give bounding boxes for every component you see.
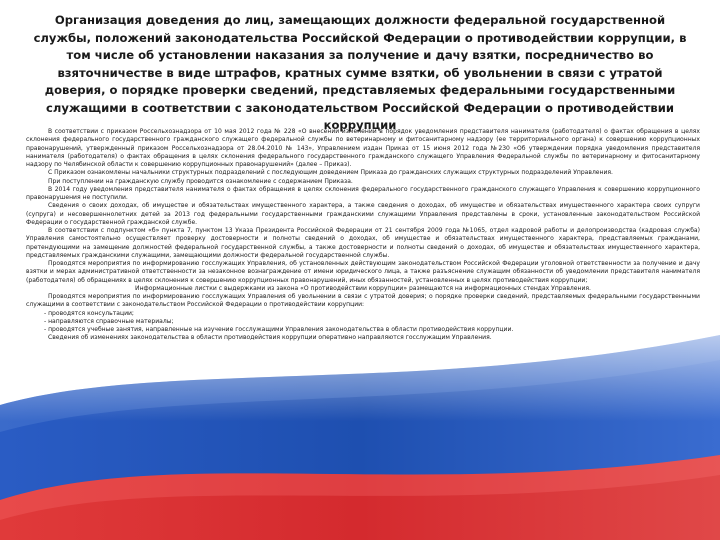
list-item: - направляются справочные материалы;: [44, 317, 174, 325]
paragraph-dismissal-info: Проводятся мероприятия по информированию госслужащих Управления об увольнении в связи с утратой доверия; о порядке проверки сведений, представляемых федеральными государственными служащими в соответствии с законодательством Российской Федерации о противодействии коррупции:: [26, 293, 700, 309]
list-item: - проводятся учебные занятия, направленные на изучение госслужащими Управления законодательства в области противодействия коррупции.: [44, 326, 514, 333]
paragraph-income-reports: Сведения о своих доходах, об имуществе и обязательствах имущественного характера, а также сведения о доходах, об имуществе и обязательствах имущественного характера своих супруги (супруга) и несовершеннолетних детей за 2013 год федеральными государственными гражданскими служащими Управления представлены в сроки, установленные законодательством Российской Федерации о государственной гражданской службе.: [26, 202, 700, 226]
slide-body-text: [26, 128, 700, 343]
slide-title: Организация доведения до лиц, замещающих должности федеральной государственной службы, положений законодательства Российской Федерации о противодействии коррупции, в том числе об установлении наказания за получение и дачу взятки, посредничество во взяточничестве в виде штрафов, кратных сумме взятки, об увольнении в связи с утратой доверия, о порядке проверки сведений, представляемых федеральными государственными служащими в соответствии с законодательством Российской Федерации о противодействии коррупции: [33, 13, 687, 132]
paragraph-familiarization: С Приказом ознакомлены начальники структурных подразделений с последующим доведением Приказа до гражданских служащих структурных подразделений Управления.: [48, 169, 613, 177]
paragraph-verification: В соответствии с подпунктом «б» пункта 7, пунктом 13 Указа Президента Российской Федерации от 21 сентября 2009 года №1065, отдел кадровой работы и делопроизводства (кадровая служба) Управления самостоятельно осуществляет проверку достоверности и полноты сведений о доходах, об имуществе и обязательствах имущественного характера, представляемых гражданами, претендующими на замещение должностей федеральной государственной службы, а также достоверности и полноты сведений о доходах, об имуществе и обязательствах имущественного характера, представляемых гражданскими служащими, замещающими должности федеральной государственной службы.: [26, 227, 700, 259]
list-item: - проводятся консультации;: [44, 309, 134, 317]
paragraph-informing: Проводятся мероприятия по информированию госслужащих Управления, об установленных действующим законодательством Российской Федерации уголовной ответственности за получение и дачу взятки и мерах административной ответственности за незаконное вознаграждение от имени юридического лица, а также разъяснение служащим обязанности об уведомлении представителя нанимателя (работодателя) об обращениях в целях склонения к совершению коррупционных правонарушений, иных обязанностей, установленных в целях противодействия коррупции;: [26, 260, 700, 284]
paragraph-hiring: При поступлении на гражданскую службу проводится ознакомление с содержанием Приказа.: [48, 177, 353, 185]
paragraph-2014-notices: В 2014 году уведомления представителя нанимателя о фактах обращения в целях склонения федерального государственного гражданского служащего Управления к совершению коррупционного правонарушения не поступили.: [26, 185, 700, 201]
paragraph-closing: Сведения об изменениях законодательства в области противодействия коррупции оперативно направляются госслужащим Управления.: [48, 334, 492, 342]
paragraph-info-sheets: Информационные листки с выдержками из закона «О противодействии коррупции» размещаются на информационных стендах Управления.: [135, 284, 591, 292]
paragraph-order-228: В соответствии с приказом Россельхознадзора от 10 мая 2012 года № 228 «О внесении изменений в порядок уведомления представителя нанимателя (работодателя) о фактах обращения в целях склонения федерального государственного гражданского служащего федеральной службы по ветеринарному и фитосанитарному надзору (ее территориального органа) к совершению коррупционных правонарушений, утвержденный приказом Россельхознадзора от 28.04.2010 № 143», Управлением издан Приказ от 15 июня 2012 года №230 «Об утверждении порядка уведомления представителя нанимателя (работодателя) о фактах обращения в целях склонения федерального государственного гражданского служащего Управления Федеральной службы по ветеринарному и фитосанитарному надзору по Челябинской области к совершению коррупционных правонарушений» (далее – Приказ).: [26, 128, 700, 168]
